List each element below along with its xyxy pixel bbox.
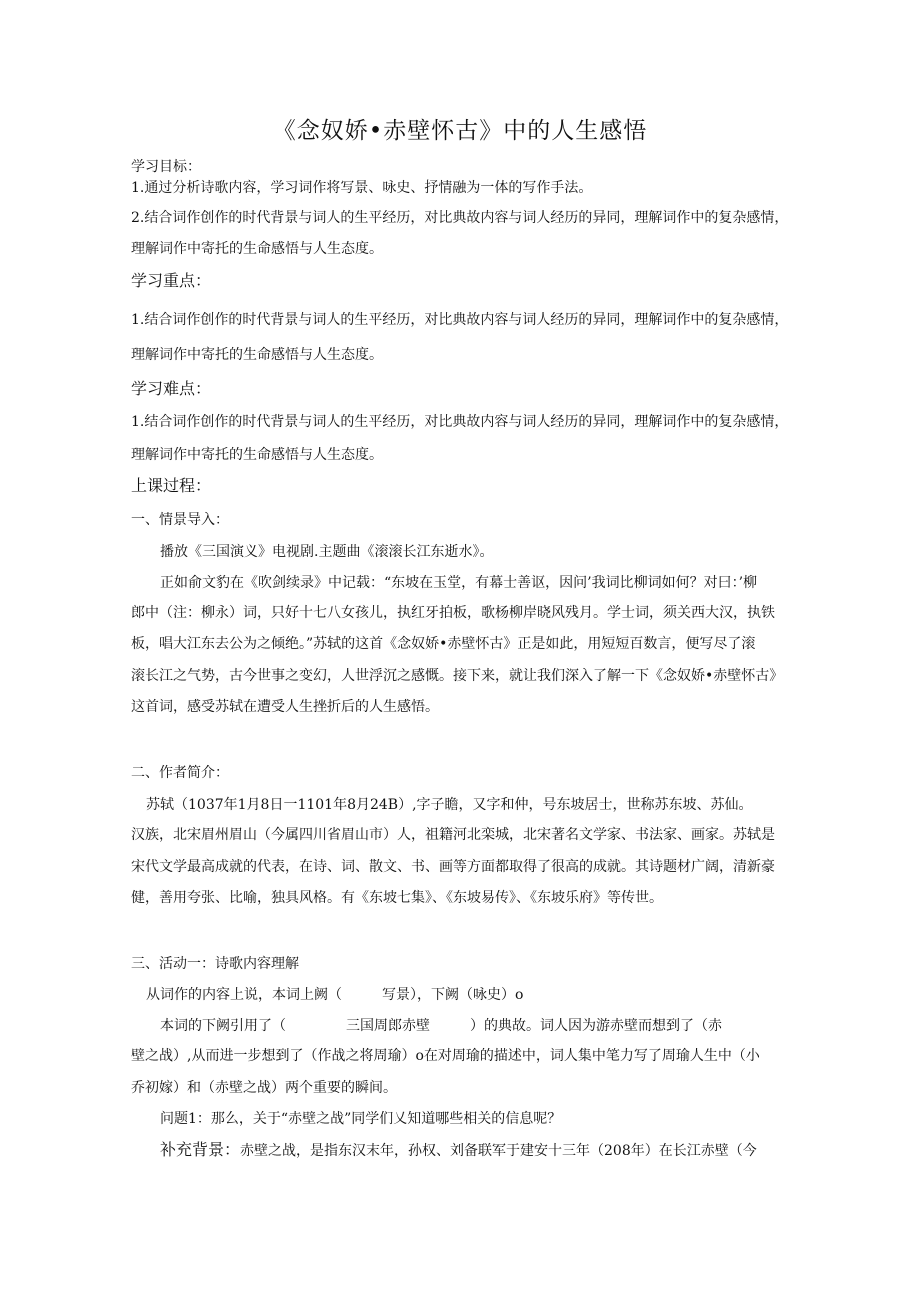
objectives-heading: 学习目标： [131, 159, 201, 175]
section-1-paragraph-line-2: 郎中（注：柳永）词，只好十七八女孩儿，执红牙拍板，歌杨柳岸晓风残月。学士词，须关西大汉，执铁 [131, 605, 775, 621]
objective-item-2-line-2: 理解词作中寄托的生命感悟与人生态度。 [131, 241, 383, 257]
section-2-line-2: 汉族，北宋眉州眉山（今属四川省眉山市）人，祖籍河北栾城，北宋著名文学家、书法家、画家。苏轼是 [131, 827, 775, 843]
section-1-paragraph-line-1: 正如俞文豹在《吹剑续录》中记载：“东坡在玉堂，有幕士善讴，因问’我词比柳词如何？对曰：’柳 [160, 575, 758, 591]
section-3-line-2 [160, 1017, 722, 1035]
section-1-heading: 一、情景导入： [131, 512, 229, 528]
process-heading: 上课过程： [131, 476, 212, 495]
supplement-text: 赤壁之战，是指东汉末年，孙权、刘备联军于建安十三年（208年）在长江赤壁（今 [240, 1143, 757, 1159]
difficulties-line-1: 1.结合词作创作的时代背景与词人的生平经历，对比典故内容与词人经历的异同，理解词作中的复杂感情， [131, 414, 789, 430]
section-3-line-2-answer: 三国周郎赤壁 [346, 1018, 430, 1034]
section-3-line-3: 壁之战）,从而进一步想到了（作战之将周瑜）o在对周瑜的描述中，词人集中笔力写了周瑜人生中（小 [131, 1048, 760, 1064]
objective-item-1: 1.通过分析诗歌内容，学习词作将写景、咏史、抒情融为一体的写作手法。 [131, 180, 593, 196]
supplement-label: 补充背景： [160, 1140, 241, 1159]
section-1-paragraph-line-3: 板，唱大江东去公为之倾绝。”苏轼的这首《念奴娇•赤壁怀古》正是如此，用短短百数言，便写尽了滚 [131, 636, 756, 652]
section-2-line-1: 苏轼（1037年1月8日一1101年8月24B）,字子瞻，又字和仲，号东坡居士，世称苏东坡、苏仙。 [146, 797, 753, 813]
section-3-line-4: 乔初嫁）和（赤壁之战）两个重要的瞬间。 [131, 1080, 397, 1096]
page-title: 《念奴娇•赤壁怀古》中的人生感悟 [272, 118, 648, 144]
section-3-heading: 三、活动一：诗歌内容理解 [131, 956, 299, 972]
section-2-line-4: 健，善用夸张、比喻，独具风格。有《东坡七集》、《东坡易传》、《东坡乐府》等传世。 [131, 890, 663, 906]
section-2-line-3: 宋代文学最高成就的代表，在诗、词、散文、书、画等方面都取得了很高的成就。其诗题材广阔，清新豪 [131, 859, 775, 875]
section-3-line-2-part-a: 本词的下阙引用了（ [160, 1018, 286, 1034]
section-3-line-2-part-c: ）的典故。词人因为游赤壁而想到了（赤 [470, 1018, 722, 1034]
difficulties-line-2: 理解词作中寄托的生命感悟与人生态度。 [131, 447, 383, 463]
question-1: 问题1：那么，关于“赤壁之战”同学们乂知道哪些相关的信息呢？ [160, 1111, 562, 1127]
section-3-line-1 [146, 986, 523, 1004]
difficulties-heading: 学习难点： [131, 379, 212, 398]
section-1-paragraph-line-5: 这首词，感受苏轼在遭受人生挫折后的人生感悟。 [131, 699, 439, 715]
key-points-line-2: 理解词作中寄托的生命感悟与人生态度。 [131, 347, 383, 363]
key-points-heading: 学习重点： [131, 271, 212, 290]
section-3-line-1-part-b: 写景），下阙（咏史）o [382, 987, 524, 1003]
section-1-paragraph-line-4: 滚长江之气势，古今世事之变幻，人世浮沉之感慨。接下来，就让我们深入了解一下《念奴娇•赤壁怀古》 [131, 668, 784, 684]
section-2-heading: 二、作者简介： [131, 765, 229, 781]
supplement-background [160, 1141, 757, 1160]
section-3-line-1-part-a: 从词作的内容上说，本词上阙（ [146, 987, 342, 1003]
section-1-line-1: 播放《三国演义》电视剧.主题曲《滚滚长江东逝水》。 [160, 544, 494, 560]
objective-item-2-line-1: 2.结合词作创作的时代背景与词人的生平经历，对比典故内容与词人经历的异同，理解词作中的复杂感情， [131, 210, 789, 226]
key-points-line-1: 1.结合词作创作的时代背景与词人的生平经历，对比典故内容与词人经历的异同，理解词作中的复杂感情， [131, 312, 789, 328]
